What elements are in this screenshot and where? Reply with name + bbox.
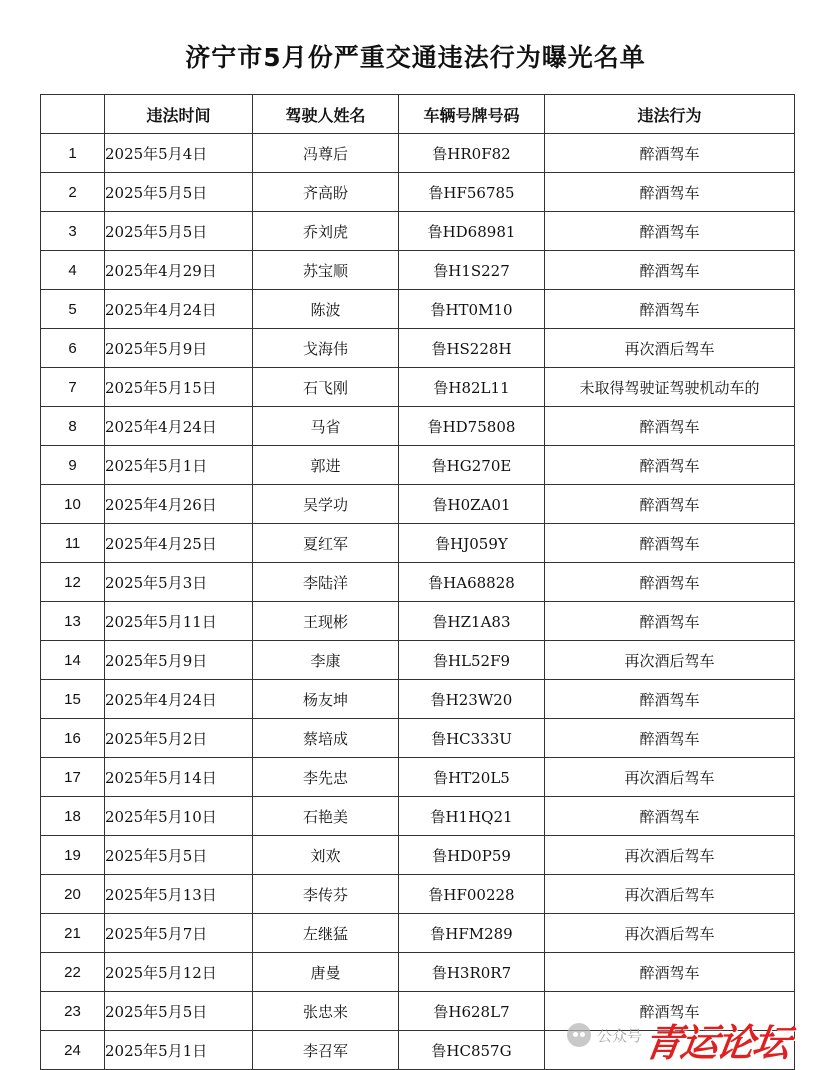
row-index: 13 [41, 602, 105, 641]
driver-name: 马省 [253, 407, 399, 446]
plate-number: 鲁H3R0R7 [399, 953, 545, 992]
driver-name: 杨友坤 [253, 680, 399, 719]
violation-date: 2025年5月9日 [105, 641, 253, 680]
violation-date: 2025年5月5日 [105, 173, 253, 212]
violation-date: 2025年5月12日 [105, 953, 253, 992]
plate-number: 鲁H23W20 [399, 680, 545, 719]
violation-date: 2025年5月10日 [105, 797, 253, 836]
plate-number: 鲁HZ1A83 [399, 602, 545, 641]
violation-date: 2025年4月25日 [105, 524, 253, 563]
violation-type: 醉酒驾车 [545, 524, 795, 563]
violation-date: 2025年5月9日 [105, 329, 253, 368]
table-row [41, 485, 795, 524]
driver-name: 石艳美 [253, 797, 399, 836]
table-row [41, 602, 795, 641]
table-row [41, 524, 795, 563]
violation-type: 醉酒驾车 [545, 680, 795, 719]
violation-type: 醉酒驾车 [545, 992, 795, 1031]
violation-type: 再次酒后驾车 [545, 914, 795, 953]
table-row [41, 446, 795, 485]
driver-name: 吴学功 [253, 485, 399, 524]
violation-date: 2025年5月15日 [105, 368, 253, 407]
row-index: 18 [41, 797, 105, 836]
plate-number: 鲁H82L11 [399, 368, 545, 407]
plate-number: 鲁HD0P59 [399, 836, 545, 875]
violation-date: 2025年4月24日 [105, 680, 253, 719]
plate-number: 鲁HD68981 [399, 212, 545, 251]
table-row [41, 368, 795, 407]
driver-name: 李先忠 [253, 758, 399, 797]
row-index: 12 [41, 563, 105, 602]
plate-number: 鲁HJ059Y [399, 524, 545, 563]
row-index: 10 [41, 485, 105, 524]
header-violation: 违法行为 [545, 95, 795, 134]
row-index: 24 [41, 1031, 105, 1070]
violation-type: 再次酒后驾车 [545, 836, 795, 875]
violation-date: 2025年5月3日 [105, 563, 253, 602]
violation-date: 2025年5月4日 [105, 134, 253, 173]
watermark-logo: 青运论坛 [641, 1021, 792, 1065]
table-row [41, 953, 795, 992]
violation-type: 醉酒驾车 [545, 563, 795, 602]
violation-date: 2025年5月2日 [105, 719, 253, 758]
header-date: 违法时间 [105, 95, 253, 134]
violation-type: 醉酒驾车 [545, 953, 795, 992]
plate-number: 鲁H628L7 [399, 992, 545, 1031]
row-index: 20 [41, 875, 105, 914]
violation-date: 2025年5月5日 [105, 992, 253, 1031]
driver-name: 李康 [253, 641, 399, 680]
violation-type: 醉酒驾车 [545, 173, 795, 212]
row-index: 6 [41, 329, 105, 368]
table-row [41, 407, 795, 446]
plate-number: 鲁HFM289 [399, 914, 545, 953]
table-row [41, 563, 795, 602]
plate-number: 鲁H1HQ21 [399, 797, 545, 836]
violation-date: 2025年4月29日 [105, 251, 253, 290]
row-index: 21 [41, 914, 105, 953]
violation-date: 2025年5月14日 [105, 758, 253, 797]
row-index: 23 [41, 992, 105, 1031]
table-row [41, 251, 795, 290]
table-row [41, 212, 795, 251]
driver-name: 陈波 [253, 290, 399, 329]
violation-date: 2025年5月5日 [105, 212, 253, 251]
violation-type: 再次酒后驾车 [545, 758, 795, 797]
driver-name: 蔡培成 [253, 719, 399, 758]
plate-number: 鲁HT20L5 [399, 758, 545, 797]
plate-number: 鲁HL52F9 [399, 641, 545, 680]
violation-date: 2025年5月1日 [105, 446, 253, 485]
violation-type: 醉酒驾车 [545, 485, 795, 524]
table-header-row [41, 95, 795, 134]
driver-name: 冯尊后 [253, 134, 399, 173]
violation-type: 醉酒驾车 [545, 407, 795, 446]
driver-name: 戈海伟 [253, 329, 399, 368]
violation-date: 2025年5月5日 [105, 836, 253, 875]
plate-number: 鲁HS228H [399, 329, 545, 368]
driver-name: 李召军 [253, 1031, 399, 1070]
violation-date: 2025年5月7日 [105, 914, 253, 953]
driver-name: 郭进 [253, 446, 399, 485]
violation-type: 再次酒后驾车 [545, 641, 795, 680]
driver-name: 李陆洋 [253, 563, 399, 602]
table-row [41, 797, 795, 836]
wechat-icon [567, 1023, 591, 1047]
plate-number: 鲁HR0F82 [399, 134, 545, 173]
plate-number: 鲁HF56785 [399, 173, 545, 212]
row-index: 5 [41, 290, 105, 329]
header-index [41, 95, 105, 134]
plate-number: 鲁HA68828 [399, 563, 545, 602]
table-row [41, 914, 795, 953]
driver-name: 李传芬 [253, 875, 399, 914]
row-index: 15 [41, 680, 105, 719]
driver-name: 石飞刚 [253, 368, 399, 407]
table-row [41, 758, 795, 797]
driver-name: 齐高盼 [253, 173, 399, 212]
table-row [41, 641, 795, 680]
row-index: 3 [41, 212, 105, 251]
header-driver-name: 驾驶人姓名 [253, 95, 399, 134]
table-row [41, 680, 795, 719]
driver-name: 王现彬 [253, 602, 399, 641]
watermark [527, 1006, 827, 1066]
table-row [41, 134, 795, 173]
row-index: 7 [41, 368, 105, 407]
violations-table [40, 94, 795, 1070]
row-index: 22 [41, 953, 105, 992]
plate-number: 鲁H1S227 [399, 251, 545, 290]
row-index: 14 [41, 641, 105, 680]
row-index: 16 [41, 719, 105, 758]
plate-number: 鲁HD75808 [399, 407, 545, 446]
violation-date: 2025年4月24日 [105, 407, 253, 446]
driver-name: 左继猛 [253, 914, 399, 953]
header-plate-number: 车辆号牌号码 [399, 95, 545, 134]
violation-date: 2025年5月1日 [105, 1031, 253, 1070]
row-index: 11 [41, 524, 105, 563]
plate-number: 鲁HG270E [399, 446, 545, 485]
table-row [41, 173, 795, 212]
violation-date: 2025年5月11日 [105, 602, 253, 641]
table-row [41, 836, 795, 875]
table-row [41, 875, 795, 914]
plate-number: 鲁HT0M10 [399, 290, 545, 329]
violation-type: 醉酒驾车 [545, 134, 795, 173]
plate-number: 鲁H0ZA01 [399, 485, 545, 524]
violation-type: 醉酒驾车 [545, 602, 795, 641]
table-row [41, 719, 795, 758]
watermark-small-text: 公众号 [597, 1027, 643, 1045]
row-index: 4 [41, 251, 105, 290]
plate-number: 鲁HF00228 [399, 875, 545, 914]
row-index: 2 [41, 173, 105, 212]
row-index: 9 [41, 446, 105, 485]
plate-number: 鲁HC333U [399, 719, 545, 758]
violation-type: 再次酒后驾车 [545, 875, 795, 914]
violation-type: 醉酒驾车 [545, 251, 795, 290]
violation-type: 醉酒驾车 [545, 719, 795, 758]
driver-name: 张忠来 [253, 992, 399, 1031]
driver-name: 刘欢 [253, 836, 399, 875]
violation-type: 未取得驾驶证驾驶机动车的 [545, 368, 795, 407]
row-index: 8 [41, 407, 105, 446]
violation-type: 醉酒驾车 [545, 290, 795, 329]
violation-date: 2025年4月26日 [105, 485, 253, 524]
violation-type: 醉酒驾车 [545, 212, 795, 251]
row-index: 1 [41, 134, 105, 173]
driver-name: 夏红军 [253, 524, 399, 563]
driver-name: 苏宝顺 [253, 251, 399, 290]
row-index: 19 [41, 836, 105, 875]
plate-number: 鲁HC857G [399, 1031, 545, 1070]
page-title: 济宁市5月份严重交通违法行为曝光名单 [185, 43, 646, 72]
table-body [41, 134, 795, 1070]
row-index: 17 [41, 758, 105, 797]
violation-type: 醉酒驾车 [545, 797, 795, 836]
violation-type: 醉酒驾车 [545, 446, 795, 485]
driver-name: 乔刘虎 [253, 212, 399, 251]
violation-date: 2025年4月24日 [105, 290, 253, 329]
table-row [41, 290, 795, 329]
violation-date: 2025年5月13日 [105, 875, 253, 914]
driver-name: 唐曼 [253, 953, 399, 992]
table-row [41, 329, 795, 368]
violation-type: 再次酒后驾车 [545, 329, 795, 368]
